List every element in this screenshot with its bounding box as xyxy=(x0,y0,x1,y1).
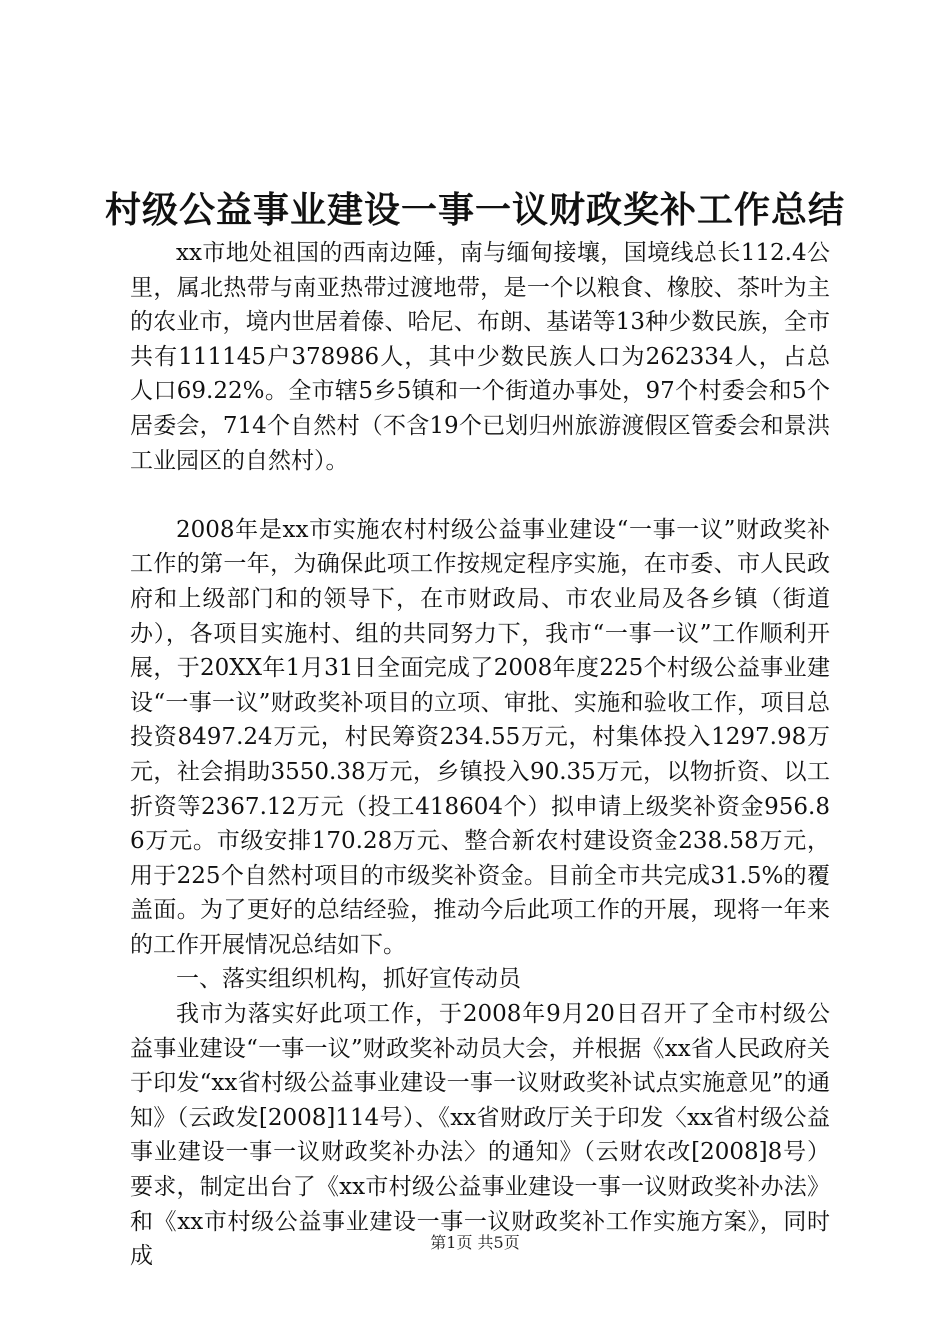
section-paragraph: 我市为落实好此项工作，于2008年9月20日召开了全市村级公益事业建设“一事一议”财政奖补动员大会，并根据《xx省人民政府关于印发“xx省村级公益事业建设一事一议财政奖补试点实施意见”的通知》（云政发[2008]114号）、《xx省财政厅关于印发〈xx省村级公益事业建设一事一议财政奖补办法〉的通知》（云财农改[2008]8号）要求，制定出台了《xx市村级公益事业建设一事一议财政奖补办法》和《xx市村级公益事业建设一事一议财政奖补工作实施方案》，同时成 xyxy=(130,1001,830,1270)
page-number: 第1页 共5页 xyxy=(430,1233,520,1252)
document-body xyxy=(130,236,830,1274)
summary-paragraph: 2008年是xx市实施农村村级公益事业建设“一事一议”财政奖补工作的第一年，为确保此项工作按规定程序实施，在市委、市人民政府和上级部门和的领导下，在市财政局、市农业局及各乡镇（街道办），各项目实施村、组的共同努力下，我市“一事一议”工作顺利开展，于20XX年1月31日全面完成了2008年度225个村级公益事业建设“一事一议”财政奖补项目的立项、审批、实施和验收工作，项目总投资8497.24万元，村民筹资234.55万元，村集体投入1297.98万元，社会捐助3550.38万元，乡镇投入90.35万元，以物折资、以工折资等2367.12万元（投工418604个）拟申请上级奖补资金956.86万元。市级安排170.28万元、整合新农村建设资金238.58万元，用于225个自然村项目的市级奖补资金。目前全市共完成31.5%的覆盖面。为了更好的总结经验，推动今后此项工作的开展，现将一年来的工作开展情况总结如下。 xyxy=(130,516,830,958)
section-heading: 一、落实组织机构，抓好宣传动员 xyxy=(176,966,521,993)
document-title: 村级公益事业建设一事一议财政奖补工作总结 xyxy=(104,189,845,231)
intro-paragraph: xx市地处祖国的西南边陲，南与缅甸接壤，国境线总长112.4公里，属北热带与南亚热带过渡地带，是一个以粮食、橡胶、茶叶为主的农业市，境内世居着傣、哈尼、布朗、基诺等13种少数民族，全市共有111145户378986人，其中少数民族人口为262334人，占总人口69.22%。全市辖5乡5镇和一个街道办事处，97个村委会和5个居委会，714个自然村（不含19个已划归州旅游渡假区管委会和景洪工业园区的自然村）。 xyxy=(130,240,830,474)
